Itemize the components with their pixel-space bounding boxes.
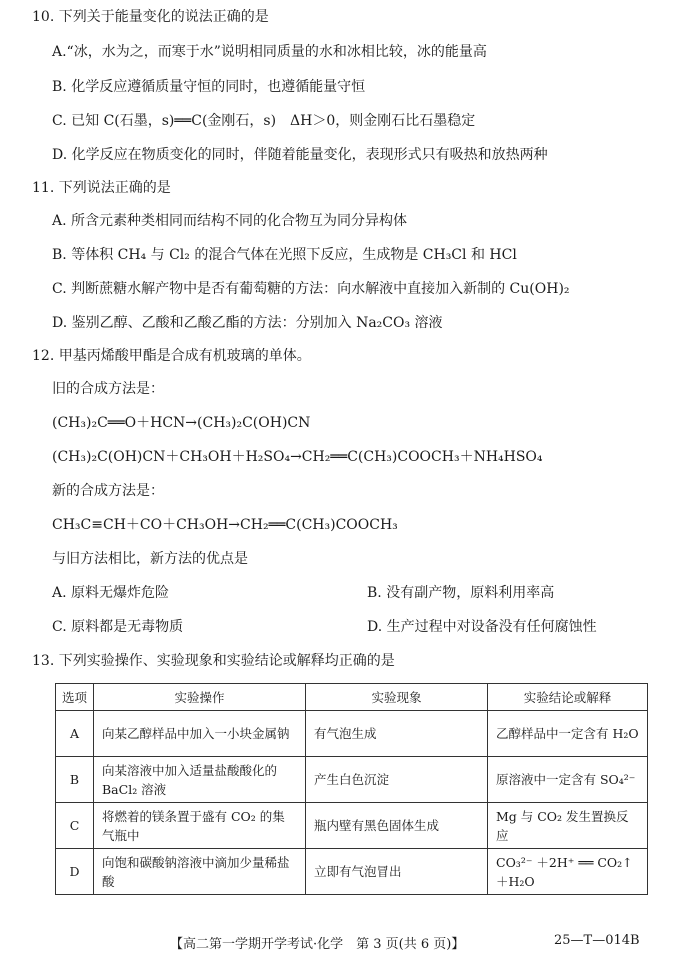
q10-option-a: A.“冰，水为之，而寒于水”说明相同质量的水和冰相比较，冰的能量高	[52, 44, 487, 60]
row-phenomenon: 有气泡生成	[306, 711, 488, 757]
q10-stem: 10. 下列关于能量变化的说法正确的是	[32, 9, 269, 25]
row-operation: 将燃着的镁条置于盛有 CO₂ 的集气瓶中	[94, 803, 306, 849]
row-phenomenon: 瓶内壁有黑色固体生成	[306, 803, 488, 849]
table-row	[56, 803, 648, 849]
table-row	[56, 757, 648, 803]
q10-option-c: C. 已知 C(石墨，s)══C(金刚石，s) ΔH＞0，则金刚石比石墨稳定	[52, 113, 476, 129]
q11-option-b: B. 等体积 CH₄ 与 Cl₂ 的混合气体在光照下反应，生成物是 CH₃Cl 和 HCl	[52, 247, 517, 263]
q12-old-eq-1: (CH₃)₂C══O＋HCN→(CH₃)₂C(OH)CN	[52, 415, 311, 431]
q11-option-d: D. 鉴别乙醇、乙酸和乙酸乙酯的方法：分别加入 Na₂CO₃ 溶液	[52, 315, 443, 331]
row-option: A	[56, 711, 94, 757]
table-row	[56, 849, 648, 895]
q13-stem: 13. 下列实验操作、实验现象和实验结论或解释均正确的是	[32, 653, 395, 669]
header-option: 选项	[56, 684, 94, 711]
q12-old-eq-2: (CH₃)₂C(OH)CN＋CH₃OH＋H₂SO₄→CH₂══C(CH₃)COOCH₃＋NH₄HSO₄	[52, 449, 543, 465]
row-operation: 向饱和碳酸钠溶液中滴加少量稀盐酸	[94, 849, 306, 895]
row-option: C	[56, 803, 94, 849]
row-operation: 向某乙醇样品中加入一小块金属钠	[94, 711, 306, 757]
row-conclusion: 乙醇样品中一定含有 H₂O	[488, 711, 648, 757]
row-conclusion: 原溶液中一定含有 SO₄²⁻	[488, 757, 648, 803]
q11-option-c: C. 判断蔗糖水解产物中是否有葡萄糖的方法：向水解液中直接加入新制的 Cu(OH)₂	[52, 281, 570, 297]
q12-option-c: C. 原料都是无毒物质	[52, 619, 184, 635]
q12-old-label: 旧的合成方法是：	[52, 381, 164, 397]
row-operation: 向某溶液中加入适量盐酸酸化的 BaCl₂ 溶液	[94, 757, 306, 803]
row-conclusion: Mg 与 CO₂ 发生置换反应	[488, 803, 648, 849]
experiment-table	[55, 683, 648, 895]
q12-option-b: B. 没有副产物，原料利用率高	[367, 585, 555, 601]
header-phenomenon: 实验现象	[306, 684, 488, 711]
row-phenomenon: 立即有气泡冒出	[306, 849, 488, 895]
footer-code: 25—T—014B	[554, 933, 640, 948]
q12-new-label: 新的合成方法是：	[52, 483, 164, 499]
q12-option-d: D. 生产过程中对设备没有任何腐蚀性	[367, 619, 597, 635]
table-row	[56, 711, 648, 757]
q12-compare: 与旧方法相比，新方法的优点是	[52, 551, 248, 567]
table-header-row	[56, 684, 648, 711]
row-phenomenon: 产生白色沉淀	[306, 757, 488, 803]
q12-option-a: A. 原料无爆炸危险	[52, 585, 170, 601]
q10-option-d: D. 化学反应在物质变化的同时，伴随着能量变化，表现形式只有吸热和放热两种	[52, 147, 548, 163]
footer-title: 【高二第一学期开学考试·化学 第 3 页(共 6 页)】	[170, 937, 465, 952]
header-conclusion: 实验结论或解释	[488, 684, 648, 711]
q12-stem: 12. 甲基丙烯酸甲酯是合成有机玻璃的单体。	[32, 348, 311, 364]
q11-stem: 11. 下列说法正确的是	[32, 180, 171, 196]
header-operation: 实验操作	[94, 684, 306, 711]
row-conclusion: CO₃²⁻ ＋2H⁺ ══ CO₂↑ ＋H₂O	[488, 849, 648, 895]
q12-new-eq: CH₃C≡CH＋CO＋CH₃OH→CH₂══C(CH₃)COOCH₃	[52, 517, 398, 533]
row-option: B	[56, 757, 94, 803]
row-option: D	[56, 849, 94, 895]
q10-option-b: B. 化学反应遵循质量守恒的同时，也遵循能量守恒	[52, 79, 366, 95]
q11-option-a: A. 所含元素种类相同而结构不同的化合物互为同分异构体	[52, 213, 408, 229]
